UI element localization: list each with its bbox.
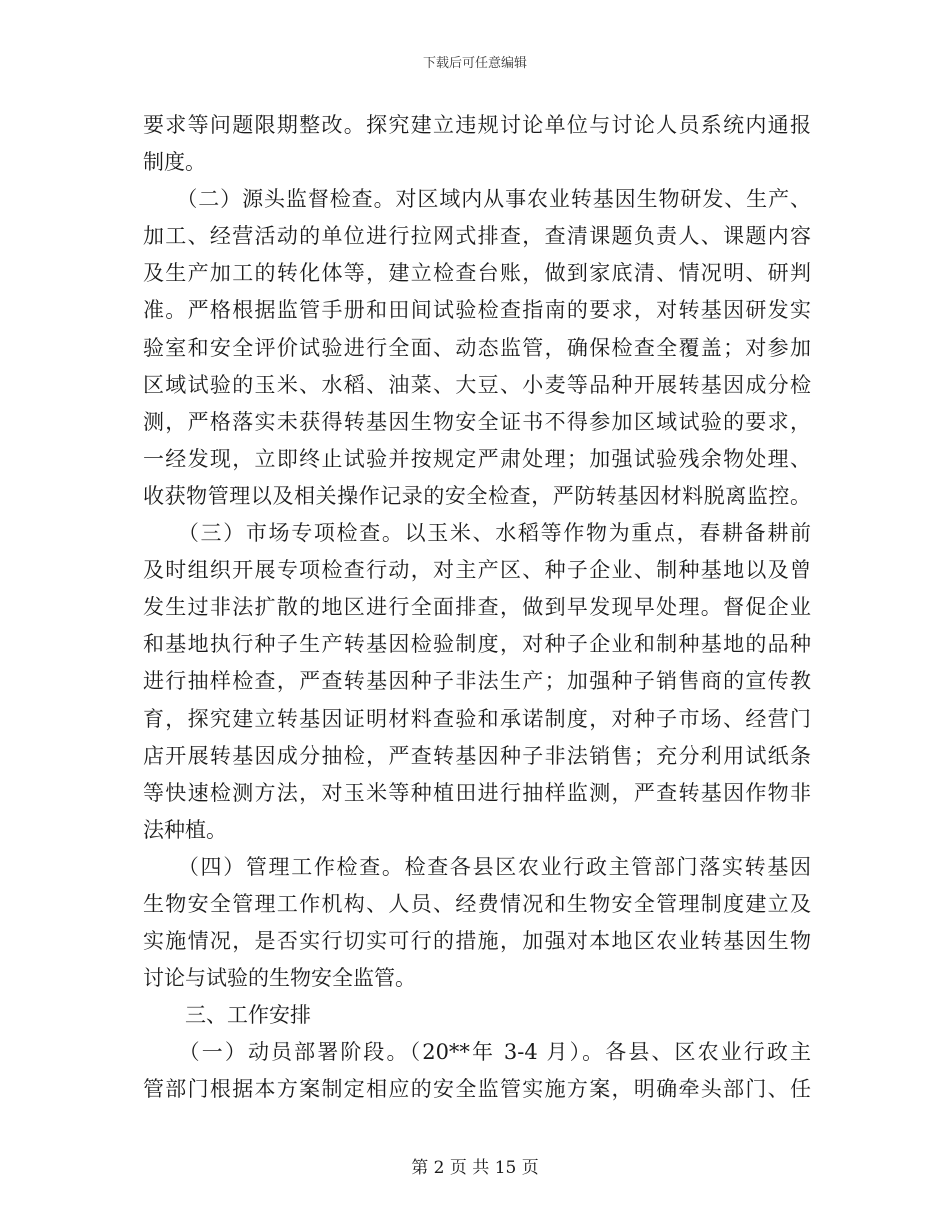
text-line: （一）动员部署阶段。（20**年 3-4 月）。各县、区农业行政主 [143,1040,811,1065]
text-line: 进行抽样检查，严查转基因种子非法生产；加强种子销售商的宣传教 [143,669,811,694]
text-line: 及时组织开展专项检查行动，对主产区、种子企业、制种基地以及曾 [143,558,811,583]
page-number: 第 2 页 共 15 页 [411,1158,539,1178]
document-body [143,107,811,1109]
text-line: 测，严格落实未获得转基因生物安全证书不得参加区域试验的要求， [143,409,811,434]
page-header: 下载后可任意编辑 [422,56,527,71]
text-line: 生物安全管理工作机构、人员、经费情况和生物安全管理制度建立及 [143,891,811,916]
text-line: 要求等问题限期整改。探究建立违规讨论单位与讨论人员系统内通报 [143,113,811,137]
section-heading: 三、工作安排 [143,1003,311,1028]
text-line: 加工、经营活动的单位进行拉网式排查，查清课题负责人、课题内容 [143,224,811,249]
text-line: 店开展转基因成分抽检，严查转基因种子非法销售；充分利用试纸条 [143,743,811,768]
text-line: 一经发现，立即终止试验并按规定严肃处理；加强试验残余物处理、 [143,446,811,471]
text-line: 发生过非法扩散的地区进行全面排查，做到早发现早处理。督促企业 [143,595,811,620]
text-line: 验室和安全评价试验进行全面、动态监管，确保检查全覆盖；对参加 [143,335,811,360]
text-line: 讨论与试验的生物安全监管。 [143,966,416,991]
text-line: 育，探究建立转基因证明材料查验和承诺制度，对种子市场、经营门 [143,706,811,731]
text-line: 法种植。 [143,817,227,842]
text-line: （二）源头监督检查。对区域内从事农业转基因生物研发、生产、 [143,187,811,212]
text-line: 及生产加工的转化体等，建立检查台账，做到家底清、情况明、研判 [143,261,811,286]
text-line: 准。严格根据监管手册和田间试验检查指南的要求，对转基因研发实 [143,298,811,323]
text-line: 管部门根据本方案制定相应的安全监管实施方案，明确牵头部门、任 [143,1077,811,1102]
text-line: 收获物管理以及相关操作记录的安全检查，严防转基因材料脱离监控。 [143,483,811,508]
text-line: （三）市场专项检查。以玉米、水稻等作物为重点，春耕备耕前 [143,521,811,546]
text-line: 区域试验的玉米、水稻、油菜、大豆、小麦等品种开展转基因成分检 [143,372,811,397]
text-line: （四）管理工作检查。检查各县区农业行政主管部门落实转基因 [143,854,811,879]
text-line: 和基地执行种子生产转基因检验制度，对种子企业和制种基地的品种 [143,632,811,657]
text-line: 等快速检测方法，对玉米等种植田进行抽样监测，严查转基因作物非 [143,780,811,805]
text-line: 实施情况，是否实行切实可行的措施，加强对本地区农业转基因生物 [143,929,811,954]
text-line: 制度。 [143,150,206,175]
